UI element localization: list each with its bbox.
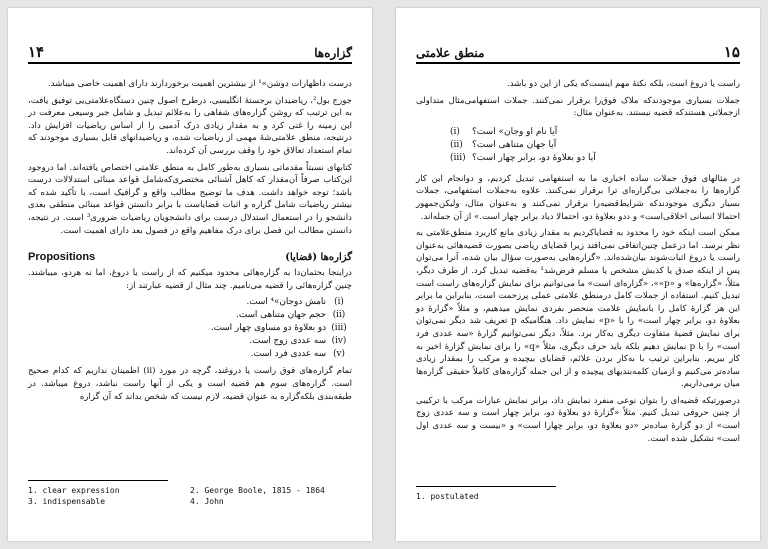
section-heading-en: Propositions	[28, 251, 96, 264]
item-number: (ii)	[332, 310, 346, 321]
footnotes	[28, 486, 352, 506]
item-number: (i)	[450, 126, 460, 137]
footnote: 2. George Boole, 1815 - 1864	[190, 486, 325, 495]
item-text: آیا جهان متناهی است؟	[472, 139, 557, 150]
footnote-rule	[416, 486, 556, 487]
paragraph: تمام گزاره‌های فوق راست یا دروغند، گرچه در مورد (ii) اطمینان نداریم که کدام صحیح است. گزاره‌های سوم هم قضیه است و یکی از آنها راست نباشد، دروغ میباشد. در طبقه‌بندی بلکه‌گزاره به عنوان قضیه، لازم نیست که شخص بداند که آن گزاره	[28, 366, 352, 402]
item-number: (iii)	[331, 323, 347, 334]
item-number: (i)	[334, 297, 344, 308]
paragraph: ممکن است اینکه خود را محدود به قضایاکردیم به مقدار زیادی مانع کاربرد منطق‌علامتی به نظر برسد. اما درعمل چنین‌اتفاقی نمی‌افتد زیرا قضایای ریاضی بصورت قضیه‌هائی به‌عنوان راست یا دروغ اثبات‌شوند بیان‌شده‌اند. «گزاره‌هایی به‌صورت سؤال بیان شده، آنرا می‌توان پس از اینکه صدق یا کذبش مشخص یا مسلم فرض‌شد¹ به‌قضیه تبدیل کرد. از طرف دیگر، مثلاً، «گزاره‌ها» و «p»»، «گزاره‌ای است» ما می‌توانیم برای نمایش گزاره‌های راست است تبدیل کنیم. استفاده از جملات کامل درمنطق علامتی عملی پرزحمت است، بنابراین ما برابر این هر گزارهٔ کامل را بانمایش علامت منحصر بفردی نمایش میدهیم، و مثلاً «گزارهٔ دو بعلاوهٔ دو، برابر چهار است» را با «p» نمایش داد. هنگامیکه p تعریف شد دیگر نمی‌توان برای نمایش قضیهٔ متفاوت دیگری به‌کار برد. مثلاً، دیگر نمی‌توانیم گزارهٔ «سه عددی فرد است» را با p نمایش دهیم بلکه باید حرف دیگری، مثلاً «q» را برای نمایش گزارهٔ اخیر به کار ببریم. بنابراین ترتیب با به‌کار بردن علائم، قضایای بیچیده و مرکب را بمقدار زیادی ساده‌تر می‌کنیم و ازمیان کلمه‌بندیهای پیچیده و از این جمله گزاره‌های کاملاً حقیقی گزاره‌ها میان برمی‌داریم.	[416, 228, 741, 390]
footnote-rule	[28, 480, 168, 481]
paragraph: درصورتیکه قضیه‌ای را بتوان نوعی منفرد نمایش داد، برابر نمایش عبارات مرکب با ترکیبی از چنین حروفی تبدیل کنیم. مثلاً «گزارهٔ دو بعلاوهٔ دو، برابر چهار است و سه عددی زوج است» از دو گزارهٔ ساده‌تر «دو بعلاوهٔ دو، برابر چهارا است» و «بیست و سه عددی اول است» تشکیل شده است.	[416, 395, 740, 444]
paragraph: در مثالهای فوق جملات ساده اخباری ما به استفهامی تبدیل کردیم، و دوانجام این کار گزاره‌ها را به‌جملاتی بی‌گزاره‌ای ترا برقرار نمی‌کنند. علاوه به‌جملات استفهامی، جملات بسیار دیگری موجودند‌که شرایط‌قضیه‌را برقرار نمی‌کنند و به‌عنوان مثال، ولیکن‌جمهور احتمالا انسانی اخلاقی‌است» و ددو بعلاوهٔ دو، احتمالا دیاد برابر چهار است.» از آن جمله‌اند.	[416, 173, 740, 222]
item-number: (iii)	[450, 152, 466, 163]
item-number: (iv)	[331, 336, 347, 347]
section-intro: دراینجا بحثمان‌دا به گزاره‌هائی محدود میکنیم که از راست یا دروغ، اما نه هردو، میباشند. چنین گزاره‌هائی را قضیه می‌نامیم. چند مثال از قضیه عبارتند از:	[28, 268, 352, 291]
list-item	[28, 348, 352, 361]
item-text: نامش دوجان»⁴ است.	[246, 297, 326, 308]
item-text: حجم جهان متناهی است.	[236, 310, 326, 321]
running-title: گزاره‌ها	[314, 46, 352, 60]
page-header	[416, 42, 740, 64]
page-body	[28, 78, 352, 407]
item-text: سه عددی فرد است.	[250, 349, 326, 360]
page-body	[416, 78, 740, 449]
page-number: ۱۴	[28, 43, 45, 61]
item-text: آیا دو بعلاوهٔ دو، برابر چهار است؟	[472, 152, 596, 163]
left-page	[8, 8, 372, 541]
running-title: منطق علامتی	[416, 46, 485, 60]
paragraph: جورج بول²، ریاضیدان برجستهٔ انگلیسی، درطرح اصول چنین دستگاه‌علامتی‌یی توفیق یافت، به این ترتیب که روشن گزاره‌های شفاهی را به‌علائم تبدیل و شامل جبر وسیعی معرفت در این زمینه را غنی کرد و به مقدار زیادی درک آدمیی را از اساس ریاضیات افزایش داد. درنتیجه، منطق علامتی‌شهٔ مهمی از ریاضیات شده، و ریاضیدانهای قابل بسیاری موجودند که تمام استعداد تعالاق خود را وقف بررسی آن کرده‌اند.	[28, 95, 352, 156]
list-item	[28, 322, 352, 335]
section-heading	[28, 251, 352, 263]
page-number: ۱۵	[723, 43, 740, 61]
list-item	[28, 335, 352, 348]
page-header	[28, 42, 352, 64]
footnote: 1. clear expression	[28, 486, 120, 495]
list-item	[416, 152, 740, 165]
paragraph: درست داظهارات دوشن»¹ از بیشترین اهمیت برخوردارند دارای اهمیت خاصی میباشد.	[48, 79, 352, 89]
footnote: 4. John	[190, 497, 224, 506]
footnote: 1. postulated	[416, 492, 479, 501]
right-page	[396, 8, 760, 541]
footnotes	[416, 492, 740, 501]
paragraph: راست یا دروغ است، بلکه نکتهٔ مهم اینست‌که یکی از این دو باشد.	[506, 79, 740, 89]
paragraph: کتابهای نسبتاً مقدماتی بسیاری به‌طور کامل به منطق علامتی اختصاص یافته‌اند. اما دروجود این‌کتاب صرفاً آن‌مقدار که کاهل آشنائی مختصری‌که‌شامل قواعد مبنائی استدلالات درست باشد؛ توجه خواهد داشت. هدف ما توضیح مطالب واقع و گرافیک است، با تأکید شده که بیشتر ریاضیات شامل گزاره و اثبات قضایاست با برابر دانستن قواعد مبنائی منطقی بعدی دانشجو را در استعمال استدلال درست برای دانشجویان ریاضیات ضروری³ است. در نتیجه، دانستن مطالب این فصل برای درک مفاهیم واقع در فصول بعد دارای اهمیت است.	[28, 162, 353, 236]
examples-list	[28, 296, 352, 361]
footnote: 3. indispensable	[28, 497, 106, 506]
paragraph: جملات بسیاری موجودند‌که ملاک فوق‌را برقرار نمی‌کنند. جملات استفهامی‌مثال متداولی ازجملاتی هستند‌که قضیه نیستند. به‌عنوان مثال:	[416, 95, 740, 119]
list-item	[416, 126, 740, 139]
item-text: آیا نام او وجان» است؟	[472, 126, 558, 137]
section-heading-fa: گزاره‌ها (قضایا)	[285, 251, 352, 263]
item-text: سه عددی زوج است.	[249, 336, 326, 347]
list-item	[28, 296, 352, 309]
item-number: (v)	[333, 349, 345, 360]
item-number: (ii)	[450, 139, 463, 150]
list-item	[28, 309, 352, 322]
item-text: دو بعلاوهٔ دو مساوی چهار است.	[210, 323, 326, 334]
list-item	[416, 139, 740, 152]
questions-list	[416, 126, 740, 165]
